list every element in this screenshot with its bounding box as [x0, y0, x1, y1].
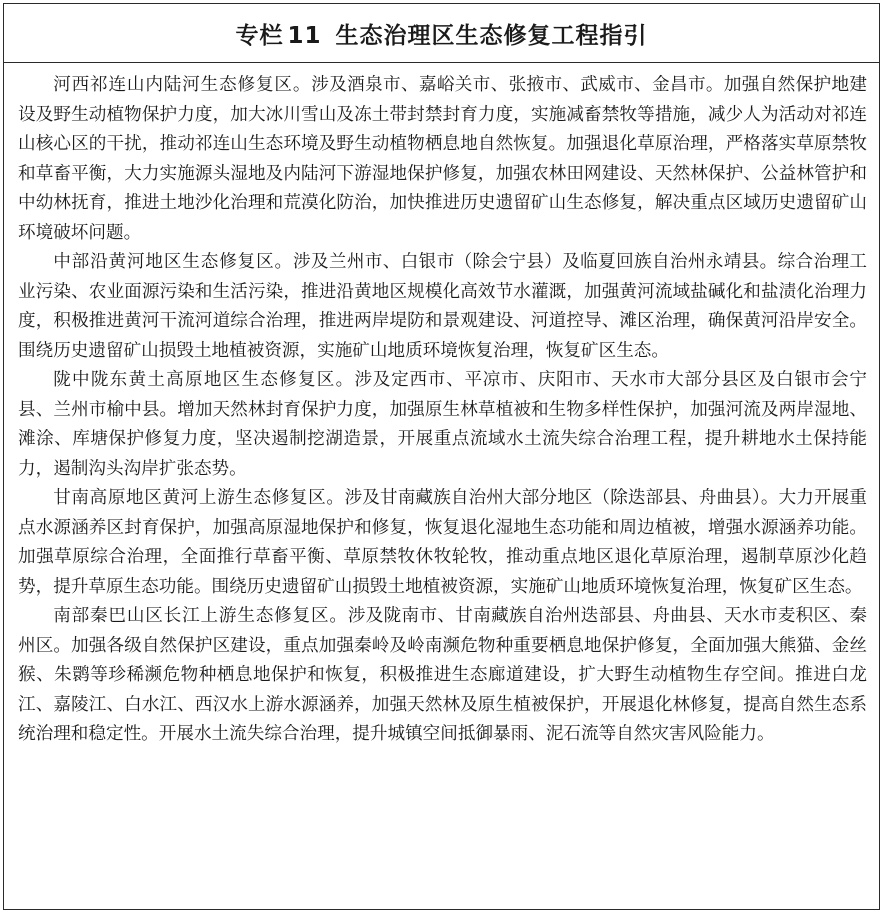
- section-body: 涉及酒泉市、嘉峪关市、张掖市、武威市、金昌市。加强自然保护地建设及野生动植物保护力度，加大冰川雪山及冻土带封禁封育力度，实施减畜禁牧等措施，减少人为活动对祁连山核心区的干扰，推动祁连山生态环境及野生动植物栖息地自然恢复。加强退化草原治理，严格落实草原禁牧和草畜平衡，大力实施源头湿地及内陆河下游湿地保护修复，加强农林田网建设、天然林保护、公益林管护和中幼林抚育，推进土地沙化治理和荒漠化防治，加快推进历史遗留矿山生态修复，解决重点区域历史遗留矿山环境破坏问题。: [18, 75, 867, 243]
- section-body: 涉及陇南市、甘南藏族自治州迭部县、舟曲县、天水市麦积区、秦州区。加强各级自然保护区建设，重点加强秦岭及岭南濒危物种重要栖息地保护修复，全面加强大熊猫、金丝猴、朱鹮等珍稀濒危物种栖息地保护和恢复，积极推进生态廊道建设，扩大野生动植物生存空间。推进白龙江、嘉陵江、白水江、西汉水上游水源涵养，加强天然林及原生植被保护，开展退化林修复，提高自然生态系统治理和稳定性。开展水土流失综合治理，提升城镇空间抵御暴雨、泥石流等自然灾害风险能力。: [18, 606, 867, 744]
- section-body: 涉及兰州市、白银市（除会宁县）及临夏回族自治州永靖县。综合治理工业污染、农业面源污染和生活污染，推进沿黄地区规模化高效节水灌溉，加强黄河流域盐碱化和盐渍化治理力度，积极推进黄河干流河道综合治理，推进两岸堤防和景观建设、河道控导、滩区治理，确保黄河沿岸安全。围绕历史遗留矿山损毁土地植被资源，实施矿山地质环境恢复治理，恢复矿区生态。: [18, 252, 867, 361]
- feature-box: [3, 3, 880, 910]
- section-hexi-qilian: [18, 71, 867, 248]
- column-number: 11: [287, 22, 322, 49]
- section-body: 涉及定西市、平凉市、庆阳市、天水市大部分县区及白银市会宁县、兰州市榆中县。增加天然林封育保护力度，加强原生林草植被和生物多样性保护，加强河流及两岸湿地、滩涂、库塘保护修复力度，坚决遏制挖湖造景，开展重点流域水土流失综合治理工程，提升耕地水土保持能力，遏制沟头沟岸扩张态势。: [18, 370, 867, 479]
- section-heading: 甘南高原地区黄河上游生态修复区。: [53, 488, 345, 508]
- section-heading: 南部秦巴山区长江上游生态修复区。: [53, 606, 348, 626]
- box-content: [4, 63, 879, 750]
- section-heading: 中部沿黄河地区生态修复区。: [53, 252, 294, 272]
- section-body: 涉及甘南藏族自治州大部分地区（除迭部县、舟曲县）。大力开展重点水源涵养区封育保护，加强高原湿地保护和修复，恢复退化湿地生态功能和周边植被，增强水源涵养功能。加强草原综合治理，全面推行草畜平衡、草原禁牧休牧轮牧，推动重点地区退化草原治理，遏制草原沙化趋势，提升草原生态功能。围绕历史遗留矿山损毁土地植被资源，实施矿山地质环境恢复治理，恢复矿区生态。: [18, 488, 867, 597]
- column-label: 专栏: [235, 22, 284, 49]
- section-gannan-plateau: [18, 484, 867, 602]
- box-title: [235, 17, 647, 50]
- title-text: 生态治理区生态修复工程指引: [335, 22, 648, 49]
- section-central-yellow-river: [18, 248, 867, 366]
- section-heading: 河西祁连山内陆河生态修复区。: [53, 75, 312, 95]
- box-header: [4, 4, 879, 63]
- section-loess-plateau: [18, 366, 867, 484]
- section-heading: 陇中陇东黄土高原地区生态修复区。: [53, 370, 355, 390]
- section-qinba-mountains: [18, 602, 867, 750]
